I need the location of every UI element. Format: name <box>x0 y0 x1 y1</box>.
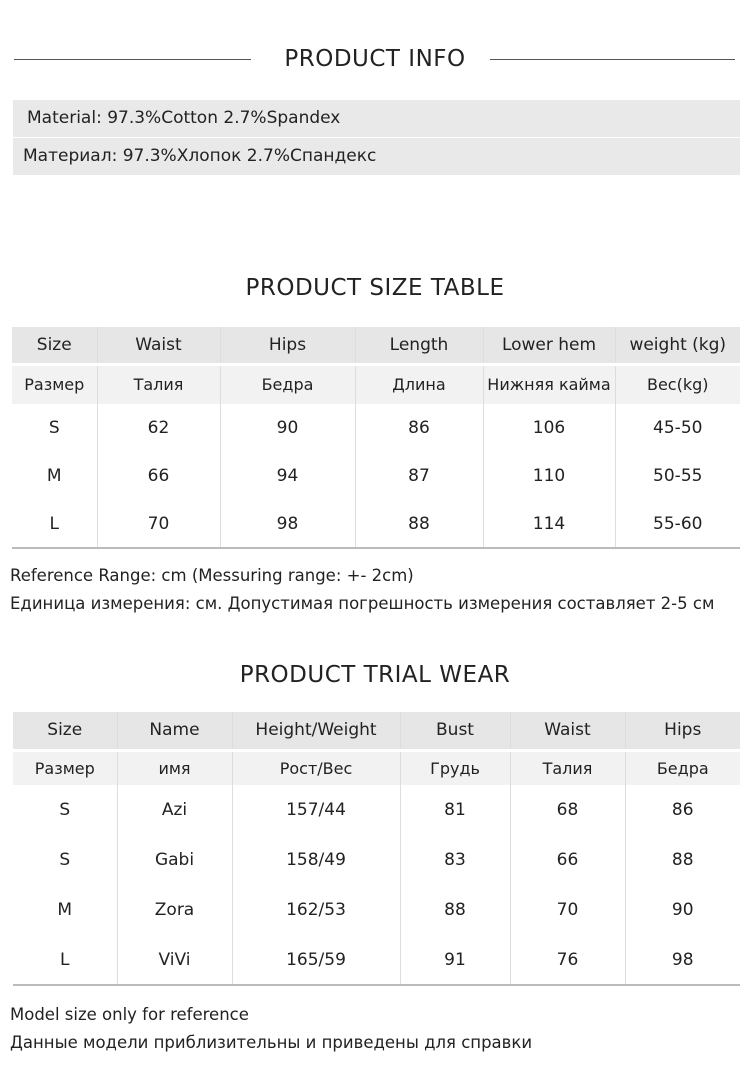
table-cell: Name <box>117 712 232 750</box>
table-cell: S <box>59 800 71 820</box>
trial-note-ru: Данные модели приблизительны и приведены для справки <box>10 1033 533 1052</box>
table-cell: S <box>59 850 71 870</box>
table-cell: Бедра <box>625 750 740 785</box>
table-row <box>13 835 740 885</box>
trial-wear-title: PRODUCT TRIAL WEAR <box>239 662 511 688</box>
table-cell: 98 <box>220 500 355 548</box>
table-cell: Hips <box>220 327 355 364</box>
table-cell: Height/Weight <box>232 712 400 750</box>
table-cell: Грудь <box>400 750 510 785</box>
table-cell: 81 <box>400 785 510 835</box>
table-cell: M <box>46 466 62 486</box>
table-cell: 70 <box>97 500 220 548</box>
table-cell: S <box>48 418 60 438</box>
table-cell: Bust <box>400 712 510 750</box>
material-en: Material: 97.3%Cotton 2.7%Spandex <box>13 100 740 137</box>
table-cell: Waist <box>97 327 220 364</box>
table-cell: Azi <box>117 785 232 835</box>
table-cell: 165/59 <box>232 935 400 985</box>
table-cell: Талия <box>97 364 220 404</box>
table-cell: Waist <box>510 712 625 750</box>
table-cell: Размер <box>13 750 117 785</box>
table-row <box>13 885 740 935</box>
table-cell: 158/49 <box>232 835 400 885</box>
table-cell: ViVi <box>117 935 232 985</box>
table-cell: 45-50 <box>615 404 740 452</box>
table-cell: Размер <box>12 364 97 404</box>
header-row <box>13 712 740 750</box>
table-cell: Длина <box>355 364 483 404</box>
table-cell: 62 <box>97 404 220 452</box>
table-cell: имя <box>117 750 232 785</box>
table-row <box>13 785 740 835</box>
table-cell: Нижняя кайма <box>483 364 615 404</box>
table-cell: Size <box>13 712 117 750</box>
table-cell: 86 <box>625 785 740 835</box>
table-cell: 90 <box>625 885 740 935</box>
table-row <box>12 452 740 500</box>
table-cell: 88 <box>400 885 510 935</box>
table-cell: Lower hem <box>483 327 615 364</box>
header-row <box>13 750 740 785</box>
size-table-title: PRODUCT SIZE TABLE <box>245 275 505 301</box>
table-cell: 98 <box>625 935 740 985</box>
table-cell: 90 <box>220 404 355 452</box>
size-table <box>12 327 740 549</box>
size-note-en: Reference Range: cm (Messuring range: +- 2cm) <box>10 566 414 585</box>
table-cell: Length <box>355 327 483 364</box>
material-ru: Материал: 97.3%Хлопок 2.7%Спандекс <box>13 138 740 175</box>
table-cell: 66 <box>510 835 625 885</box>
table-cell: L <box>60 949 70 970</box>
header-row <box>12 364 740 404</box>
table-cell: 88 <box>355 500 483 548</box>
table-cell: 157/44 <box>232 785 400 835</box>
table-cell: 91 <box>400 935 510 985</box>
table-cell: 76 <box>510 935 625 985</box>
table-row <box>13 935 740 985</box>
trial-note-en: Model size only for reference <box>10 1005 249 1024</box>
table-cell: 70 <box>510 885 625 935</box>
table-cell: 55-60 <box>615 500 740 548</box>
table-cell: L <box>49 513 59 534</box>
table-cell: 106 <box>483 404 615 452</box>
table-cell: Бедра <box>220 364 355 404</box>
header-row <box>12 327 740 364</box>
table-cell: 68 <box>510 785 625 835</box>
table-cell: 66 <box>97 452 220 500</box>
table-cell: 162/53 <box>232 885 400 935</box>
size-note-ru: Единица измерения: см. Допустимая погрешность измерения составляет 2-5 см <box>10 594 715 613</box>
table-cell: 110 <box>483 452 615 500</box>
table-cell: 88 <box>625 835 740 885</box>
table-cell: Size <box>12 327 97 364</box>
table-cell: weight (kg) <box>615 327 740 364</box>
table-row <box>12 500 740 548</box>
table-cell: Hips <box>625 712 740 750</box>
product-info-title: PRODUCT INFO <box>284 46 466 72</box>
table-cell: 50-55 <box>615 452 740 500</box>
table-cell: 83 <box>400 835 510 885</box>
table-row <box>12 404 740 452</box>
table-cell: 86 <box>355 404 483 452</box>
table-cell: Gabi <box>117 835 232 885</box>
table-cell: M <box>57 900 73 920</box>
table-cell: Рост/Вес <box>232 750 400 785</box>
table-cell: Вес(kg) <box>615 364 740 404</box>
table-cell: 114 <box>483 500 615 548</box>
trial-wear-table <box>13 712 740 986</box>
table-cell: 94 <box>220 452 355 500</box>
table-cell: Zora <box>117 885 232 935</box>
table-cell: Талия <box>510 750 625 785</box>
table-cell: 87 <box>355 452 483 500</box>
